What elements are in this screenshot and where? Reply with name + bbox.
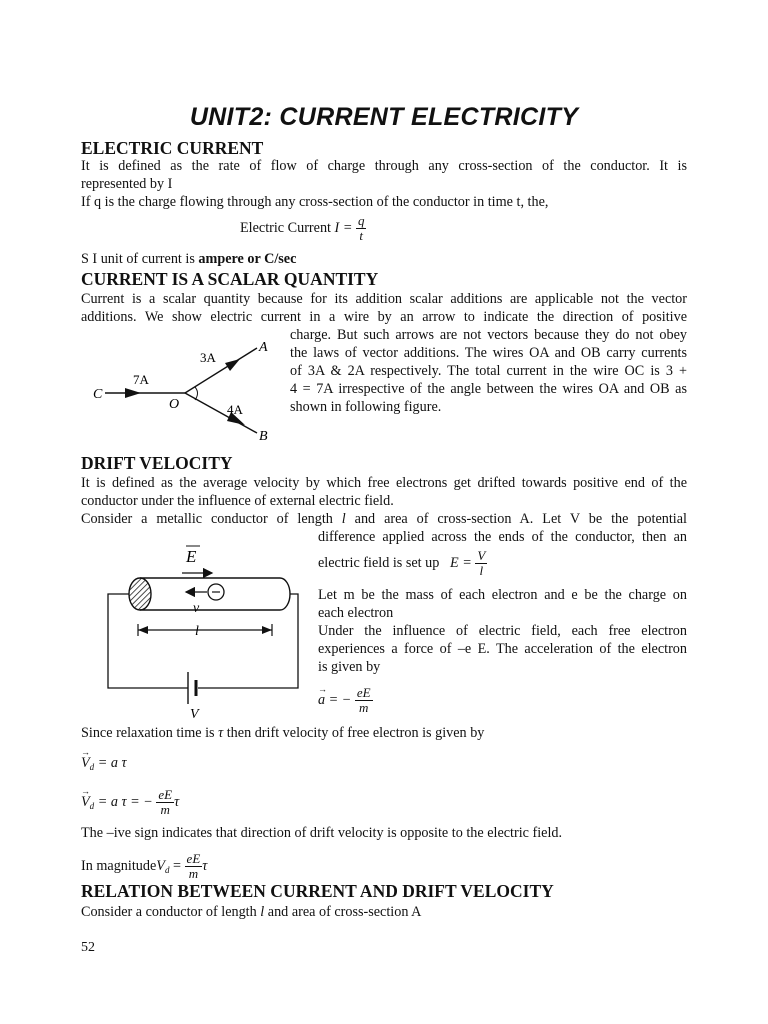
- denominator: m: [160, 802, 170, 817]
- formula-label: Electric Current: [240, 219, 331, 236]
- formula-fraction: [185, 852, 203, 881]
- formula-fraction: [356, 214, 367, 243]
- formula-electric-field: [318, 549, 487, 578]
- label-e: E: [186, 547, 197, 566]
- si-unit-bold: ampere or C/sec: [198, 251, 297, 267]
- circuit-wire-left: [108, 594, 188, 688]
- conductor-body: [140, 578, 290, 610]
- cross-section-face: [129, 578, 151, 610]
- arrow-oa: [225, 359, 240, 371]
- label-o: O: [169, 397, 180, 412]
- denominator: m: [188, 866, 199, 881]
- formula-fraction: [475, 549, 487, 578]
- text-line: [81, 510, 687, 528]
- subscript-d: d: [164, 864, 170, 875]
- si-unit-text: S I unit of current is: [81, 251, 199, 267]
- wire-oa: [185, 348, 257, 393]
- label-l: l: [195, 624, 199, 639]
- text-span: electric field is set up: [318, 554, 440, 571]
- paragraph-drift: [81, 474, 687, 528]
- text-line: Let m be the mass of each electron and e be the charge on: [318, 587, 687, 603]
- text-line: [318, 528, 687, 546]
- text-span: then drift velocity of free electron is given by: [223, 725, 485, 741]
- symbol-tau: τ: [218, 725, 224, 741]
- text-line: experiences a force of –e E. The acceleration of the electron: [318, 641, 687, 657]
- denominator: l: [479, 563, 484, 578]
- label-3a: 3A: [200, 350, 216, 365]
- formula-drift-2: [81, 788, 179, 817]
- formula-current: [240, 214, 366, 243]
- text-line: additions. We show electric current in a wire by an arrow to indicate the direction of positive: [81, 309, 687, 325]
- heading-relation: RELATION BETWEEN CURRENT AND DRIFT VELOCITY: [81, 881, 554, 901]
- text-line: 4 = 7A irrespective of the angle between the wires OA and OB as: [290, 381, 687, 397]
- formula-mid: = a τ = −: [94, 793, 153, 810]
- relaxation-line: [81, 724, 484, 742]
- symbol-vd: → V: [81, 754, 90, 772]
- text-span: and area of cross-section A. Let V be the potential: [345, 511, 687, 527]
- numerator: q: [357, 213, 365, 228]
- paragraph-scalar: [81, 290, 687, 326]
- negative-sign-note: The –ive sign indicates that direction of drift velocity is opposite to the electric field.: [81, 825, 563, 841]
- figure-drift-conductor: [100, 540, 305, 720]
- formula-drift-1: [81, 754, 127, 776]
- label-battery-v: V: [190, 707, 199, 720]
- text-line: represented by I: [81, 176, 173, 192]
- symbol-vd: V: [156, 857, 165, 874]
- relation-line: [81, 903, 421, 921]
- text-line: each electron: [318, 605, 394, 621]
- formula-magnitude: [81, 852, 207, 881]
- numerator: eE: [158, 787, 173, 802]
- si-unit-line: [81, 250, 296, 268]
- text-line: of 3A & 2A respectively. The total current in the wire OC is 3 +: [290, 363, 687, 379]
- formula-lhs: → a = −: [318, 691, 351, 709]
- text-span: Consider a metallic conductor of length: [81, 511, 342, 527]
- length-arrowhead: [262, 626, 272, 634]
- text-line: Current is a scalar quantity because for its addition scalar additions are applicable not the vector: [81, 291, 687, 307]
- paragraph-drift-right: [318, 586, 687, 676]
- text-line: It is defined as the rate of flow of charge through any cross-section of the conductor. It is: [81, 158, 687, 174]
- denominator: t: [359, 228, 364, 243]
- circuit-wire-right: [198, 594, 298, 688]
- label-b: B: [259, 429, 268, 444]
- subscript-d: d: [89, 800, 95, 811]
- paragraph-definition: [81, 157, 687, 211]
- symbol-l: l: [260, 904, 265, 920]
- symbol-vd: → V: [81, 793, 90, 811]
- heading-scalar: CURRENT IS A SCALAR QUANTITY: [81, 269, 379, 289]
- text-span: Since relaxation time is: [81, 725, 219, 741]
- numerator: eE: [356, 685, 371, 700]
- formula-rhs: = a τ: [94, 755, 127, 771]
- text-span: Consider a conductor of length: [81, 904, 261, 920]
- text-line: is given by: [318, 659, 381, 675]
- symbol-l: l: [341, 511, 346, 527]
- label-c: C: [93, 387, 103, 402]
- arrow-oc: [125, 388, 141, 398]
- text-line: difference applied across the ends of the conductor, then an: [318, 529, 687, 545]
- heading-electric-current: ELECTRIC CURRENT: [81, 138, 264, 158]
- text-line: shown in following figure.: [290, 399, 442, 415]
- formula-fraction: [355, 686, 373, 715]
- text-line: If q is the charge flowing through any cross-section of the conductor in time t, the,: [81, 194, 549, 210]
- paragraph-scalar-right: [290, 326, 687, 416]
- length-arrowhead: [138, 626, 148, 634]
- symbol-tau: τ: [174, 793, 180, 810]
- text-line: charge. But such arrows are not vectors because they do not obey: [290, 327, 687, 343]
- denominator: m: [359, 700, 369, 715]
- numerator: V: [477, 548, 486, 563]
- equals: =: [169, 857, 181, 874]
- formula-lhs: E =: [449, 554, 472, 571]
- formula-lhs: I =: [334, 219, 353, 236]
- formula-fraction: [156, 788, 174, 817]
- numerator: eE: [186, 851, 201, 866]
- label-a: A: [259, 340, 268, 355]
- heading-drift-velocity: DRIFT VELOCITY: [81, 453, 233, 473]
- label-4a: 4A: [227, 402, 243, 417]
- figure-current-junction: [85, 330, 285, 445]
- text-line: It is defined as the average velocity by which free electrons get drifted towards positive end of the: [81, 475, 687, 491]
- symbol-tau: τ: [202, 857, 208, 874]
- page-title: UNIT2: CURRENT ELECTRICITY: [189, 103, 579, 131]
- text-span: and area of cross-section A: [264, 904, 422, 920]
- text-line: the laws of vector additions. The wires OA and OB carry currents: [290, 345, 687, 361]
- text-line: conductor under the influence of external electric field.: [81, 493, 394, 509]
- formula-acceleration: [318, 686, 373, 715]
- text-line: Under the influence of electric field, each free electron: [318, 623, 687, 639]
- subscript-d: d: [89, 762, 95, 772]
- magnitude-label: In magnitude: [81, 857, 157, 874]
- label-v: v: [193, 601, 200, 616]
- label-7a: 7A: [133, 372, 149, 387]
- page-number: 52: [81, 940, 95, 955]
